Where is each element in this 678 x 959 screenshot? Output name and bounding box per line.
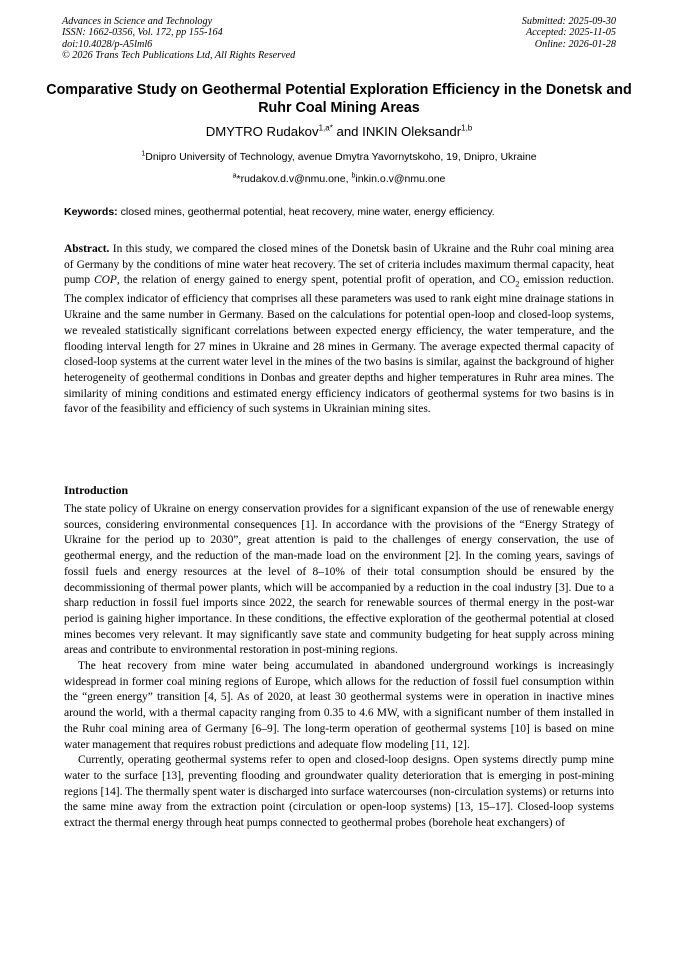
email-b[interactable]: inkin.o.v@nmu.one bbox=[355, 173, 446, 185]
accepted-date: Accepted: 2025-11-05 bbox=[525, 27, 616, 39]
introduction-body bbox=[64, 502, 614, 832]
intro-paragraph-1: The state policy of Ukraine on energy conservation provides for a significant expansion of the use of renewable energy sources, considering environmental consequences [1]. In accordance with the provisions of the “Energy Strategy of Ukraine for the period up to 2030”, great attention is paid to the challenges of energy conservation, the use of geothermal energy, and the reduction of the man-made load on the environment [2]. In the coming years, savings of fossil fuels and energy resources at the level of 8–10% of their total consumption should be ensured by the decommissioning of thermal power plants, which will be accompanied by a reduction in the coal industry [3]. Due to a sharp reduction in fossil fuel imports since 2022, the search for renewable sources of thermal energy in the post-war period is gaining higher importance. In these conditions, the effective exploration of the geothermal potential at closed mines becomes very relevant. It may significantly save state and community budgeting for heat supply across mining areas and contribute to environmental restoration in post-mining regions. bbox=[64, 503, 614, 657]
submitted-date: Submitted: 2025-09-30 bbox=[521, 16, 616, 27]
affiliation-text: Dnipro University of Technology, avenue Dmytra Yavornytskoho, 19, Dnipro, Ukraine bbox=[145, 151, 537, 163]
author-2-name: INKIN Oleksandr bbox=[362, 124, 462, 139]
publication-dates bbox=[522, 16, 616, 50]
intro-paragraph-2: The heat recovery from mine water being accumulated in abandoned underground workings is increasingly widespread in former coal mining regions of Europe, which allows for the reduction of fossil fuel consumption within the “green energy” transition [4, 5]. As of 2020, at least 30 geothermal systems were in operation in inactive mines around the world, with a thermal capacity ranging from 0.35 to 4.6 MW, with a significant number of them installed in the Ruhr coal mining area of Germany [6–9]. The long-term operation of geothermal systems [10] is based on mine water management that requires robust predictions and adequate flow modeling [11, 12]. bbox=[64, 660, 614, 751]
author-line bbox=[40, 124, 638, 140]
abstract bbox=[64, 242, 614, 418]
journal-header bbox=[62, 16, 616, 66]
author-emails bbox=[40, 172, 638, 186]
section-heading-introduction: Introduction bbox=[64, 483, 129, 497]
abstract-text-2: , the relation of energy gained to energy spent, potential profit of operation, and CO bbox=[116, 274, 516, 287]
keywords-text: closed mines, geothermal potential, heat recovery, mine water, energy efficiency. bbox=[117, 206, 495, 218]
journal-doi[interactable]: doi:10.4028/p-A5lml6 bbox=[62, 38, 153, 50]
online-date: Online: 2026-01-28 bbox=[534, 38, 616, 50]
keywords bbox=[64, 205, 614, 219]
abstract-co2-subscript: 2 bbox=[515, 279, 520, 289]
author-conjunction: and bbox=[332, 124, 363, 139]
affiliation bbox=[40, 150, 638, 164]
abstract-cop: COP bbox=[94, 274, 117, 287]
email-b-mark: b bbox=[351, 172, 356, 180]
email-a[interactable]: *rudakov.d.v@nmu.one, bbox=[236, 173, 352, 185]
abstract-text-3: emission reduction. The complex indicator of efficiency that comprises all these parameters was used to rank eight mine drainage stations in Ukraine and the same number in Germany. Based on the calculations for potential open-loop and closed-loop systems, we revealed statistically significant correlations between expected energy efficiency, the water temperature, and the flooding interval length for 27 mines in Ukraine and 28 mines in Germany. The average expected thermal capacity of closed-loop systems at the current water level in the mines of the two basins is similar, against the background of higher heterogeneity of geothermal conditions in Donbas and greater depths and higher temperatures in Ruhr area mines. The similarity of mining conditions and estimated energy efficiency indicators of geothermal systems for two basins is in favor of the feasibility and efficiency of such systems in Ukrainian mining sites. bbox=[64, 274, 614, 416]
journal-issn: ISSN: 1662-0356, Vol. 172, pp 155-164 bbox=[62, 27, 223, 39]
journal-info bbox=[62, 16, 295, 61]
keywords-label: Keywords: bbox=[64, 206, 118, 218]
abstract-text-1: In this study, we compared the closed mines of the Donetsk basin of Ukraine and the Ruhr coal mining area of Germany by the conditions of mine water heat recovery. The set of criteria includes maximum thermal capacity, heat pump bbox=[64, 243, 614, 287]
journal-name: Advances in Science and Technology bbox=[62, 16, 213, 27]
email-a-mark: a bbox=[232, 172, 237, 180]
affiliation-mark: 1 bbox=[141, 150, 146, 158]
author-1-affil-mark: 1,a* bbox=[318, 123, 333, 133]
author-1-name: DMYTRO Rudakov bbox=[205, 124, 319, 139]
author-2-affil-mark: 1,b bbox=[461, 123, 473, 133]
abstract-label: Abstract. bbox=[64, 243, 110, 255]
intro-paragraph-3: Currently, operating geothermal systems refer to open and closed-loop designs. Open systems directly pump mine water to the surface [13], preventing flooding and groundwater quality deterioration that is emerging in post-mining regions [14]. The thermally spent water is discharged into surface watercourses (non-circulation systems) or returns into the same mine away from the extraction point (circulation or open-loop systems) [13, 15–17]. Closed-loop systems extract the thermal energy through heat pumps connected to geothermal probes (borehole heat exchangers) of bbox=[64, 754, 614, 830]
paper-title: Comparative Study on Geothermal Potential Exploration Efficiency in the Donetsk and Ruhr Coal Mining Areas bbox=[46, 82, 632, 116]
journal-copyright: © 2026 Trans Tech Publications Ltd, All Rights Reserved bbox=[62, 49, 296, 61]
